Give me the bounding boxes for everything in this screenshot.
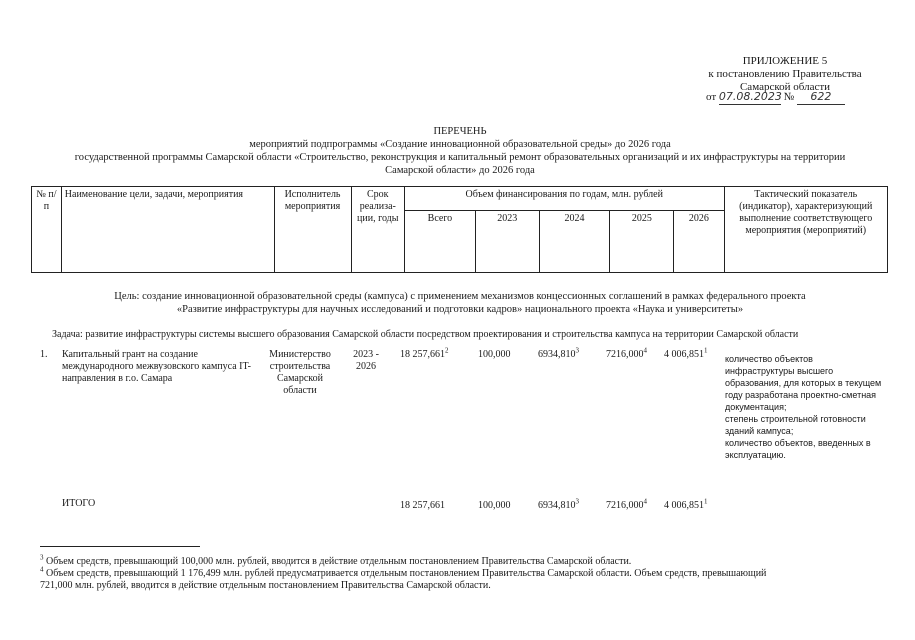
row1-name: Капитальный грант на создание международного межвузовского кампуса IT-направления в г.о. Самара bbox=[62, 349, 251, 384]
appendix-date-line bbox=[706, 90, 866, 105]
title-line1: мероприятий подпрограммы «Создание инновационной образовательной среды» до 2026 года bbox=[249, 139, 671, 150]
footnote-4: $^4$ Объем средств, превышающий 1 176,499 млн. рублей предусматривается отдельным постановлением Правительства Самарской области. Объем средств, превышающий 721,000 млн. рублей, вводится в действие отдельным постановлением Правительства Самарской области. bbox=[40, 568, 880, 592]
appendix-date: 07.08.2023 bbox=[718, 90, 782, 103]
col-num: № п/п bbox=[32, 187, 62, 273]
col-2023: 2023 bbox=[475, 211, 539, 273]
col-2026: 2026 bbox=[674, 211, 724, 273]
col-executor: Исполнитель мероприятия bbox=[274, 187, 351, 273]
indicator-3: количество объектов, введенных в эксплуатацию. bbox=[725, 438, 871, 460]
totals-2024: 6934,810$^3$ bbox=[538, 497, 579, 511]
col-financing: Объем финансирования по годам, млн. рублей bbox=[404, 187, 724, 211]
indicator-1: количество объектов инфраструктуры высшего образования, для которых в текущем году разработана проектно-сметная документация; bbox=[725, 354, 882, 412]
col-2024: 2024 bbox=[539, 211, 610, 273]
goal-block bbox=[40, 290, 880, 316]
totals-2025: 7216,000$^4$ bbox=[606, 497, 647, 511]
footnote-divider bbox=[40, 546, 200, 547]
appendix-number-sign: № bbox=[783, 91, 795, 103]
col-name: Наименование цели, задачи, мероприятия bbox=[61, 187, 274, 273]
row1-2023: 100,000 bbox=[478, 349, 511, 360]
appendix-line2: Самарской области bbox=[739, 81, 831, 93]
row1-2024: 6934,810$^3$ bbox=[538, 346, 579, 360]
row1-2025: 7216,000$^4$ bbox=[606, 346, 647, 360]
totals-total: 18 257,661 bbox=[400, 500, 445, 511]
appendix-number: 622 bbox=[797, 90, 845, 105]
row1-executor: Министерство строительства Самарской области bbox=[269, 349, 331, 396]
goal-line1: Цель: создание инновационной образовательной среды (кампуса) с применением механизмов концессионных соглашений в рамках федерального проекта bbox=[114, 291, 806, 302]
row1-total: 18 257,661$^2$ bbox=[400, 346, 449, 360]
footnote-3: $^3$ Объем средств, превышающий 100,000 млн. рублей, вводится в действие отдельным постановлением Правительства Самарской области. bbox=[40, 553, 632, 567]
appendix-from: от bbox=[706, 91, 717, 103]
totals-2023: 100,000 bbox=[478, 500, 511, 511]
document-title bbox=[40, 125, 880, 177]
appendix-line1: к постановлению Правительства bbox=[708, 68, 862, 80]
row1-term: 2023 - 2026 bbox=[353, 349, 379, 372]
header-table bbox=[31, 186, 888, 273]
indicator-2: степень строительной готовности зданий кампуса; bbox=[725, 414, 866, 436]
col-total: Всего bbox=[404, 211, 475, 273]
col-2025: 2025 bbox=[610, 211, 674, 273]
col-indicator: Тактический показатель (индикатор), характеризующий выполнение соответствующего мероприятия (мероприятий) bbox=[724, 187, 887, 273]
totals-label: ИТОГО bbox=[62, 498, 96, 509]
row1-2026: 4 006,851$^1$ bbox=[664, 346, 708, 360]
totals-2026: 4 006,851$^1$ bbox=[664, 497, 708, 511]
row1-num: 1. bbox=[40, 349, 48, 360]
footnote-4-line2: 721,000 млн. рублей, вводится в действие отдельным постановлением Правительства Самарской области. bbox=[40, 580, 491, 591]
title-line2: государственной программы Самарской области «Строительство, реконструкция и капитальный ремонт образовательных организаций и их инфраструктуры на территории bbox=[74, 152, 846, 163]
appendix-label: ПРИЛОЖЕНИЕ 5 bbox=[742, 55, 828, 67]
title-line3: Самарской области» до 2026 года bbox=[385, 165, 535, 176]
goal-line2: «Развитие инфраструктуры для научных исследований и подготовки кадров» национального проекта «Наука и университеты» bbox=[176, 304, 744, 315]
title-heading: ПЕРЕЧЕНЬ bbox=[433, 126, 487, 137]
row1-indicator bbox=[725, 353, 885, 461]
col-term: Срок реализа-ции, годы bbox=[351, 187, 404, 273]
appendix-block bbox=[700, 55, 870, 94]
task-text: Задача: развитие инфраструктуры системы высшего образования Самарской области посредством проектирования и строительства кампуса на территории Самарской области bbox=[52, 329, 799, 340]
